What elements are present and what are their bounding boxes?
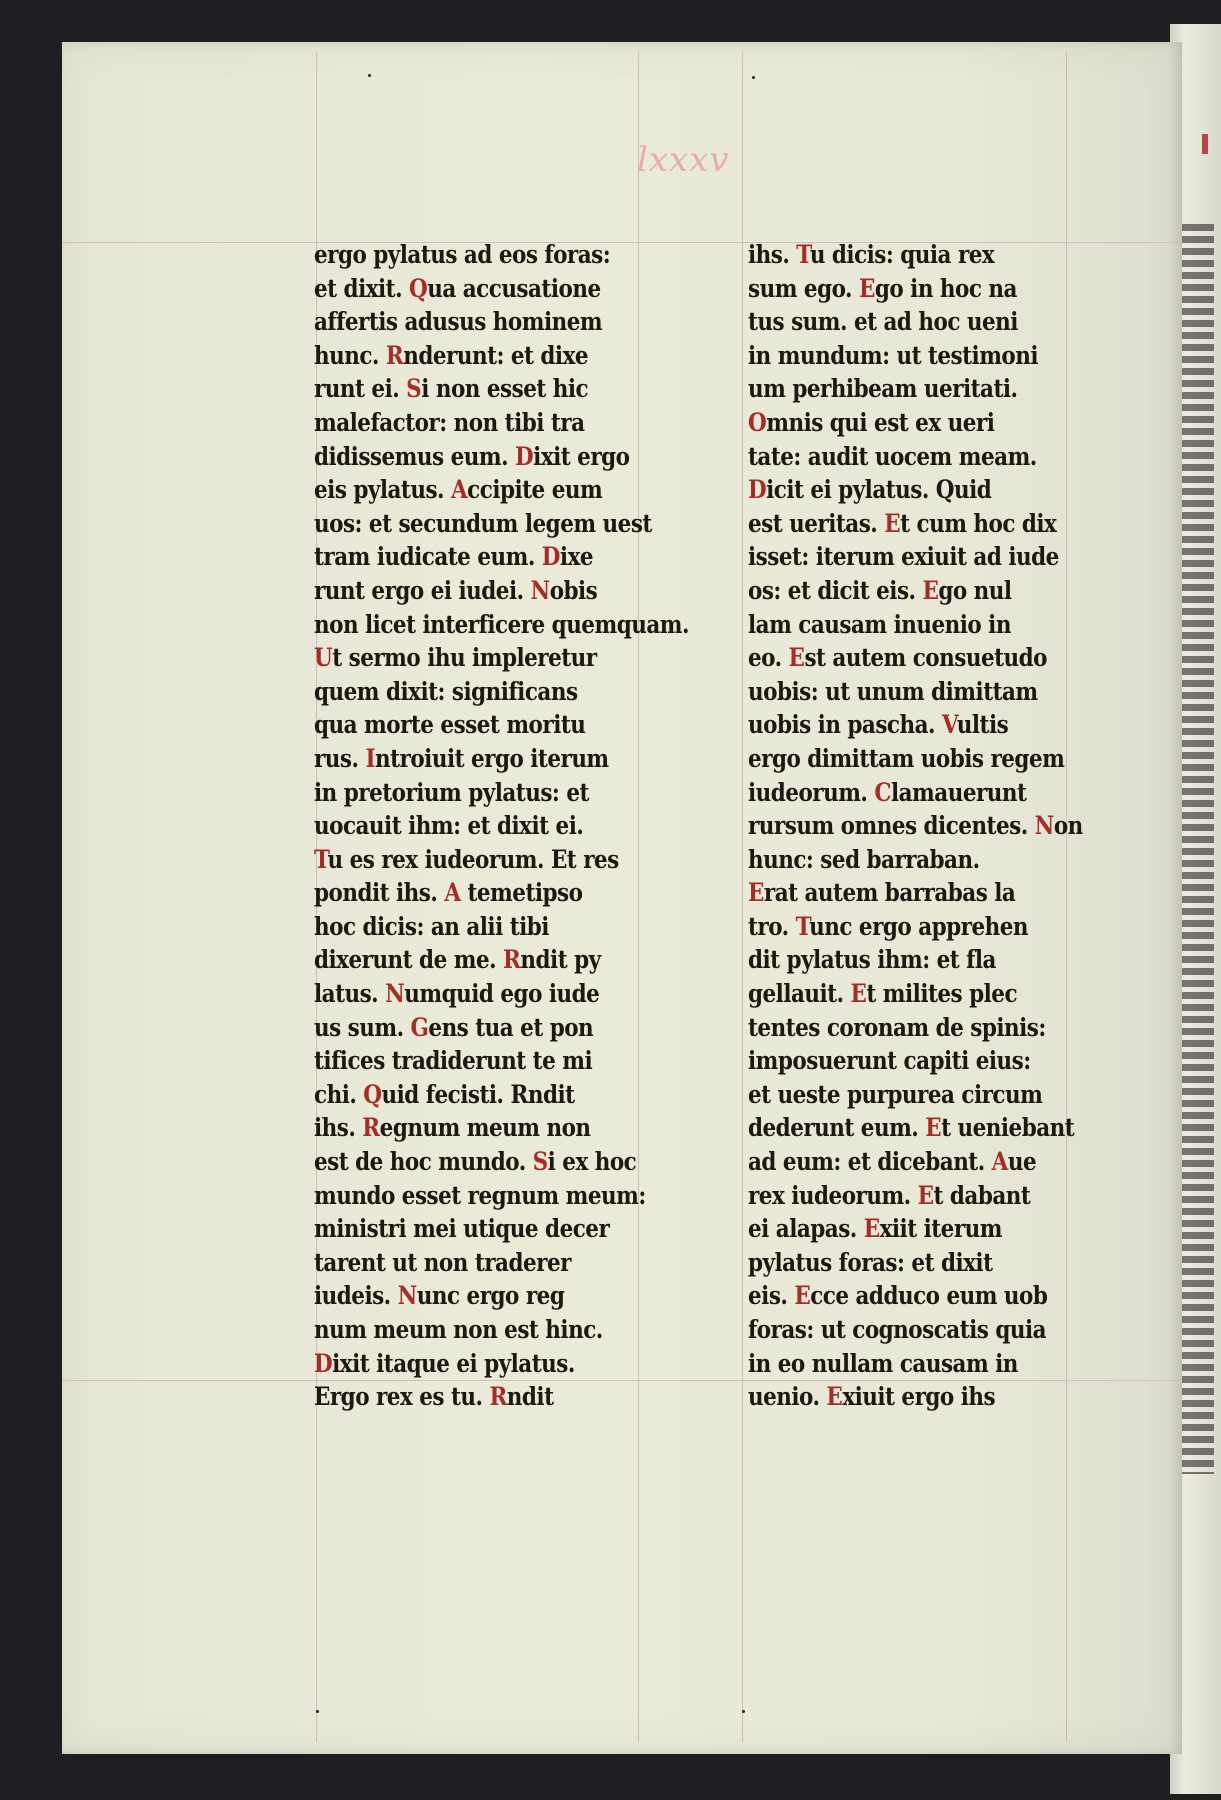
pricking-mark — [368, 74, 371, 77]
rubricated-initial: T — [796, 240, 810, 269]
text-line: ministri mei utique decer — [314, 1214, 610, 1244]
rubricated-initial: E — [925, 1113, 942, 1143]
text-line: dit pylatus ihm: et fla — [748, 945, 996, 975]
adjacent-leaf-text-fragment — [1180, 224, 1214, 1474]
rubricated-initial: N — [397, 1281, 417, 1311]
text-line: et ueste purpurea circum — [748, 1079, 1043, 1109]
text-line: in mundum: ut testimoni — [748, 340, 1039, 370]
text-line: us sum. Gens tua et pon — [314, 1012, 594, 1042]
text-line: isset: iterum exiuit ad iude — [748, 542, 1059, 572]
rubricated-initial: A — [991, 1147, 1008, 1177]
text-line: foras: ut cognoscatis quia — [748, 1315, 1047, 1344]
pricking-mark — [752, 76, 755, 79]
rubricated-initial: T — [314, 844, 328, 874]
rubricated-initial: R — [362, 1113, 380, 1143]
text-line: um perhibeam ueritati. — [748, 374, 1018, 404]
rubricated-initial: E — [922, 575, 939, 605]
text-line: tifices tradiderunt te mi — [314, 1046, 593, 1076]
text-line: non licet interficere quemquam. — [314, 609, 689, 639]
text-line: pondit ihs. A temetipso — [314, 878, 583, 908]
folio-number: lxxxv — [637, 140, 730, 180]
rubricated-initial: D — [515, 441, 534, 471]
rubricated-initial: T — [795, 911, 810, 941]
ruling-line — [742, 52, 743, 1742]
rubricated-initial: A — [450, 475, 468, 505]
text-line: in pretorium pylatus: et — [314, 777, 589, 807]
text-line: tate: audit uocem meam. — [748, 441, 1037, 471]
text-line: qua morte esset moritu — [314, 710, 586, 740]
text-line: Ergo rex es tu. Rndit — [314, 1382, 554, 1412]
text-line: hunc: sed barraban. — [748, 844, 980, 874]
text-line: gellauit. Et milites plec — [748, 979, 1018, 1009]
rubricated-initial: C — [874, 777, 891, 807]
rubricated-initial: O — [748, 407, 767, 437]
text-line: tro. Tunc ergo apprehen — [748, 911, 1029, 941]
rubricated-initial: E — [884, 508, 901, 538]
text-line: ad eum: et dicebant. Aue — [748, 1147, 1037, 1177]
rubricated-initial: E — [863, 1214, 880, 1244]
text-line: uenio. Exiuit ergo ihs — [748, 1382, 996, 1412]
text-line: tarent ut non traderer — [314, 1247, 571, 1277]
rubricated-initial: Q — [363, 1079, 382, 1109]
rubricated-initial: R — [385, 340, 404, 370]
rubricated-initial: S — [406, 374, 422, 404]
rubricated-initial: I — [365, 743, 376, 773]
text-line: uobis in pascha. Vultis — [748, 710, 1009, 740]
text-line: sum ego. Ego in hoc na — [748, 273, 1017, 303]
text-line: affertis adusus hominem — [314, 307, 603, 337]
text-line: latus. Numquid ego iude — [314, 979, 600, 1009]
text-line: uocauit ihm: et dixit ei. — [314, 811, 584, 841]
text-line: est de hoc mundo. Si ex hoc — [314, 1147, 637, 1177]
text-line: ei alapas. Exiit iterum — [748, 1214, 1002, 1244]
text-line: Erat autem barrabas la — [748, 878, 1016, 908]
text-line: hoc dicis: an alii tibi — [314, 911, 549, 941]
adjacent-leaf-rubric-fragment — [1202, 134, 1208, 154]
text-line: os: et dicit eis. Ego nul — [748, 575, 1012, 605]
rubricated-initial: E — [826, 1382, 843, 1412]
text-line: tus sum. et ad hoc ueni — [748, 307, 1018, 337]
rubricated-initial: D — [748, 475, 767, 505]
text-line: eis. Ecce adduco eum uob — [748, 1281, 1048, 1311]
text-line: quem dixit: significans — [314, 676, 578, 706]
rubricated-initial: U — [314, 643, 333, 673]
text-line: eo. Est autem consuetudo — [748, 643, 1047, 673]
text-line: Ut sermo ihu impleretur — [314, 643, 597, 673]
text-line: uobis: ut unum dimittam — [748, 676, 1038, 706]
rubricated-initial: E — [748, 878, 764, 908]
text-line: uos: et secundum legem uest — [314, 508, 652, 538]
rubricated-initial: V — [941, 710, 957, 740]
text-line: rursum omnes dicentes. Non — [748, 811, 1083, 841]
rubricated-initial: E — [794, 1281, 811, 1311]
text-line: iudeis. Nunc ergo reg — [314, 1281, 565, 1311]
text-line: tram iudicate eum. Dixe — [314, 542, 594, 572]
rubricated-initial: S — [532, 1147, 548, 1177]
text-column-left — [314, 238, 689, 1414]
rubricated-initial: E — [917, 1180, 934, 1210]
text-line: ergo dimittam uobis regem — [748, 743, 1065, 773]
rubricated-initial: E — [788, 643, 805, 673]
text-line: chi. Quid fecisti. Rndit — [314, 1079, 575, 1109]
text-line: ihs. Regnum meum non — [314, 1113, 591, 1143]
rubricated-initial: D — [541, 542, 560, 572]
rubricated-initial: N — [385, 979, 405, 1009]
text-line: tentes coronam de spinis: — [748, 1012, 1046, 1042]
text-line: dederunt eum. Et ueniebant — [748, 1113, 1075, 1143]
rubricated-initial: D — [314, 1348, 333, 1378]
text-line: Dixit itaque ei pylatus. — [314, 1348, 575, 1378]
rubricated-initial: R — [503, 945, 521, 975]
rubricated-initial: N — [1034, 811, 1054, 841]
text-line: iudeorum. Clamauerunt — [748, 777, 1027, 807]
text-line: mundo esset regnum meum: — [314, 1180, 646, 1210]
text-line: Tu es rex iudeorum. Et res — [314, 844, 619, 874]
text-line: rex iudeorum. Et dabant — [748, 1180, 1031, 1210]
text-line: ihs. Tu dicis: quia rex — [748, 240, 995, 269]
text-line: est ueritas. Et cum hoc dix — [748, 508, 1057, 538]
text-line: dixerunt de me. Rndit py — [314, 945, 601, 975]
text-line: malefactor: non tibi tra — [314, 407, 585, 437]
text-line: Omnis qui est ex ueri — [748, 407, 995, 437]
pricking-mark — [316, 1710, 319, 1713]
text-line: imposuerunt capiti eius: — [748, 1046, 1031, 1076]
text-line: hunc. Rnderunt: et dixe — [314, 340, 589, 370]
text-column-right — [748, 238, 1093, 1414]
rubricated-initial: A — [444, 878, 461, 908]
pricking-mark — [742, 1710, 745, 1713]
text-line: et dixit. Qua accusatione — [314, 273, 601, 303]
rubricated-initial: E — [850, 979, 867, 1009]
rubricated-initial: E — [858, 273, 875, 303]
rubricated-initial: N — [530, 575, 550, 605]
text-line: eis pylatus. Accipite eum — [314, 475, 603, 505]
rubricated-initial: R — [489, 1382, 507, 1412]
text-line: runt ei. Si non esset hic — [314, 374, 589, 404]
text-line: ergo pylatus ad eos foras: — [314, 240, 611, 269]
rubricated-initial: G — [410, 1012, 429, 1042]
text-line: lam causam inuenio in — [748, 609, 1011, 639]
text-line: didissemus eum. Dixit ergo — [314, 441, 630, 471]
rubricated-initial: Q — [409, 273, 428, 303]
text-line: pylatus foras: et dixit — [748, 1247, 993, 1277]
text-line: Dicit ei pylatus. Quid — [748, 475, 992, 505]
text-line: rus. Introiuit ergo iterum — [314, 743, 609, 773]
text-line: in eo nullam causam in — [748, 1348, 1018, 1378]
text-line: num meum non est hinc. — [314, 1315, 603, 1344]
text-line: runt ergo ei iudei. Nobis — [314, 575, 598, 605]
